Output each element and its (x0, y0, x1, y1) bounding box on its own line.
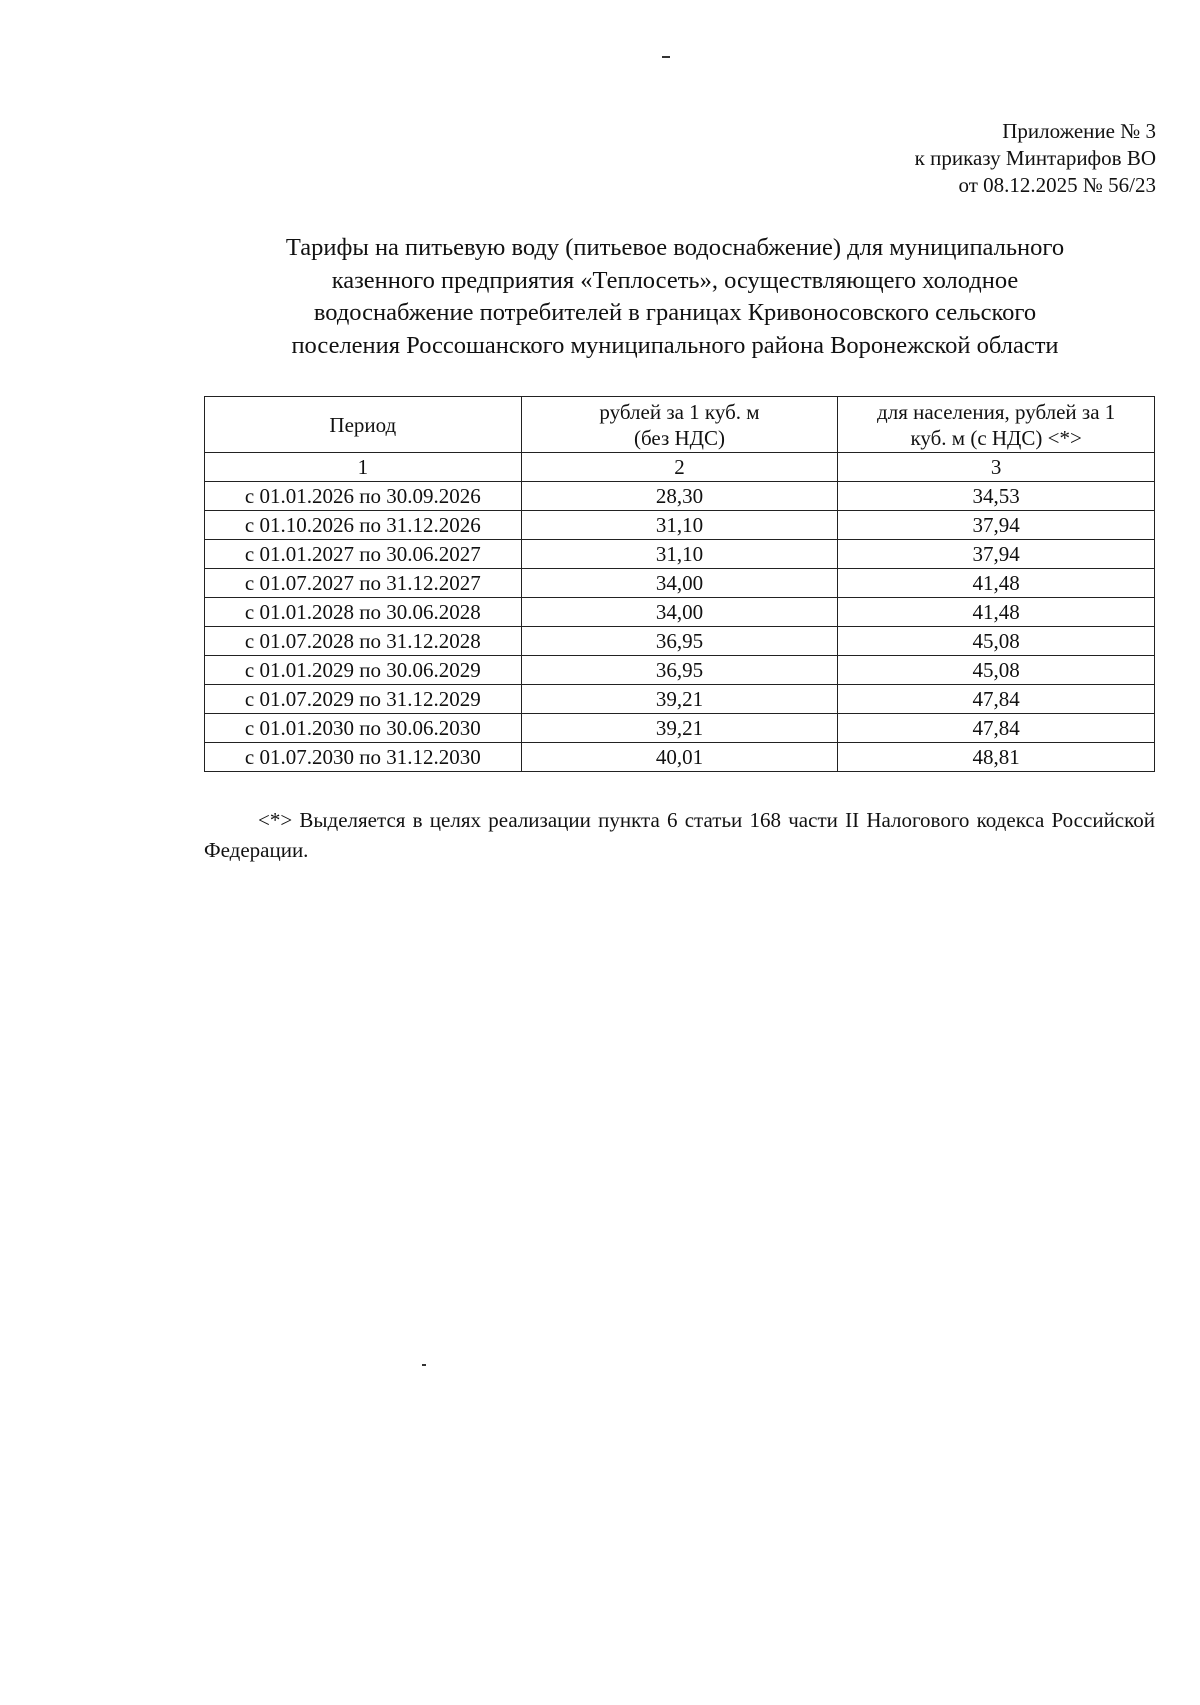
footnote: <*> Выделяется в целях реализации пункта 6 статьи 168 части II Налогового кодекса Российской Федерации. (204, 808, 1155, 862)
title-line: казенного предприятия «Теплосеть», осуществляющего холодное (331, 266, 1019, 294)
cell-price-no-vat: 34,00 (521, 598, 838, 627)
cell-price-no-vat: 39,21 (521, 685, 838, 714)
table-row (205, 743, 1155, 772)
cell-price-no-vat: 31,10 (521, 540, 838, 569)
column-number: 2 (521, 453, 838, 482)
cell-price-vat: 41,48 (838, 598, 1155, 627)
header-price-no-vat-line: (без НДС) (633, 425, 725, 450)
cell-period: с 01.01.2030 по 30.06.2030 (205, 714, 522, 743)
table-row (205, 569, 1155, 598)
appendix-number: Приложение № 3 (1002, 119, 1156, 143)
table-row (205, 627, 1155, 656)
column-number: 1 (205, 453, 522, 482)
cell-price-vat: 45,08 (838, 627, 1155, 656)
cell-price-vat: 34,53 (838, 482, 1155, 511)
appendix-reference (656, 118, 1156, 199)
cell-price-vat: 48,81 (838, 743, 1155, 772)
cell-period: с 01.07.2028 по 31.12.2028 (205, 627, 522, 656)
table-row (205, 656, 1155, 685)
cell-price-no-vat: 36,95 (521, 656, 838, 685)
appendix-date: от 08.12.2025 № 56/23 (958, 173, 1156, 197)
scan-speck (662, 56, 670, 58)
title-line: Тарифы на питьевую воду (питьевое водоснабжение) для муниципального (285, 234, 1065, 261)
cell-price-vat: 37,94 (838, 540, 1155, 569)
table-row (205, 482, 1155, 511)
header-price-vat-line: куб. м (с НДС) <*> (910, 425, 1082, 450)
appendix-order: к приказу Минтарифов ВО (914, 146, 1156, 170)
scan-speck (422, 1364, 426, 1366)
header-period: Период (205, 397, 522, 453)
cell-price-no-vat: 40,01 (521, 743, 838, 772)
cell-price-vat: 41,48 (838, 569, 1155, 598)
header-price-no-vat-line: рублей за 1 куб. м (599, 399, 760, 424)
document-title (200, 232, 1150, 362)
header-price-vat-line: для населения, рублей за 1 (877, 399, 1116, 424)
cell-price-no-vat: 36,95 (521, 627, 838, 656)
table-row (205, 714, 1155, 743)
cell-price-no-vat: 28,30 (521, 482, 838, 511)
table-row (205, 685, 1155, 714)
title-line: поселения Россошанского муниципального района Воронежской области (291, 331, 1059, 359)
table-header-row (205, 397, 1155, 453)
table-row (205, 511, 1155, 540)
table-row (205, 540, 1155, 569)
cell-period: с 01.01.2028 по 30.06.2028 (205, 598, 522, 627)
cell-period: с 01.07.2027 по 31.12.2027 (205, 569, 522, 598)
cell-period: с 01.01.2029 по 30.06.2029 (205, 656, 522, 685)
table-row (205, 598, 1155, 627)
header-price-no-vat (521, 397, 838, 453)
cell-price-no-vat: 39,21 (521, 714, 838, 743)
cell-price-vat: 47,84 (838, 685, 1155, 714)
cell-price-vat: 47,84 (838, 714, 1155, 743)
cell-period: с 01.01.2027 по 30.06.2027 (205, 540, 522, 569)
cell-period: с 01.07.2029 по 31.12.2029 (205, 685, 522, 714)
cell-price-no-vat: 34,00 (521, 569, 838, 598)
column-number-row (205, 453, 1155, 482)
title-line: водоснабжение потребителей в границах Кривоносовского сельского (313, 299, 1037, 326)
cell-period: с 01.10.2026 по 31.12.2026 (205, 511, 522, 540)
cell-price-vat: 45,08 (838, 656, 1155, 685)
cell-period: с 01.07.2030 по 31.12.2030 (205, 743, 522, 772)
cell-price-no-vat: 31,10 (521, 511, 838, 540)
header-price-vat (838, 397, 1155, 453)
column-number: 3 (838, 453, 1155, 482)
cell-price-vat: 37,94 (838, 511, 1155, 540)
cell-period: с 01.01.2026 по 30.09.2026 (205, 482, 522, 511)
tariff-table (204, 396, 1155, 772)
